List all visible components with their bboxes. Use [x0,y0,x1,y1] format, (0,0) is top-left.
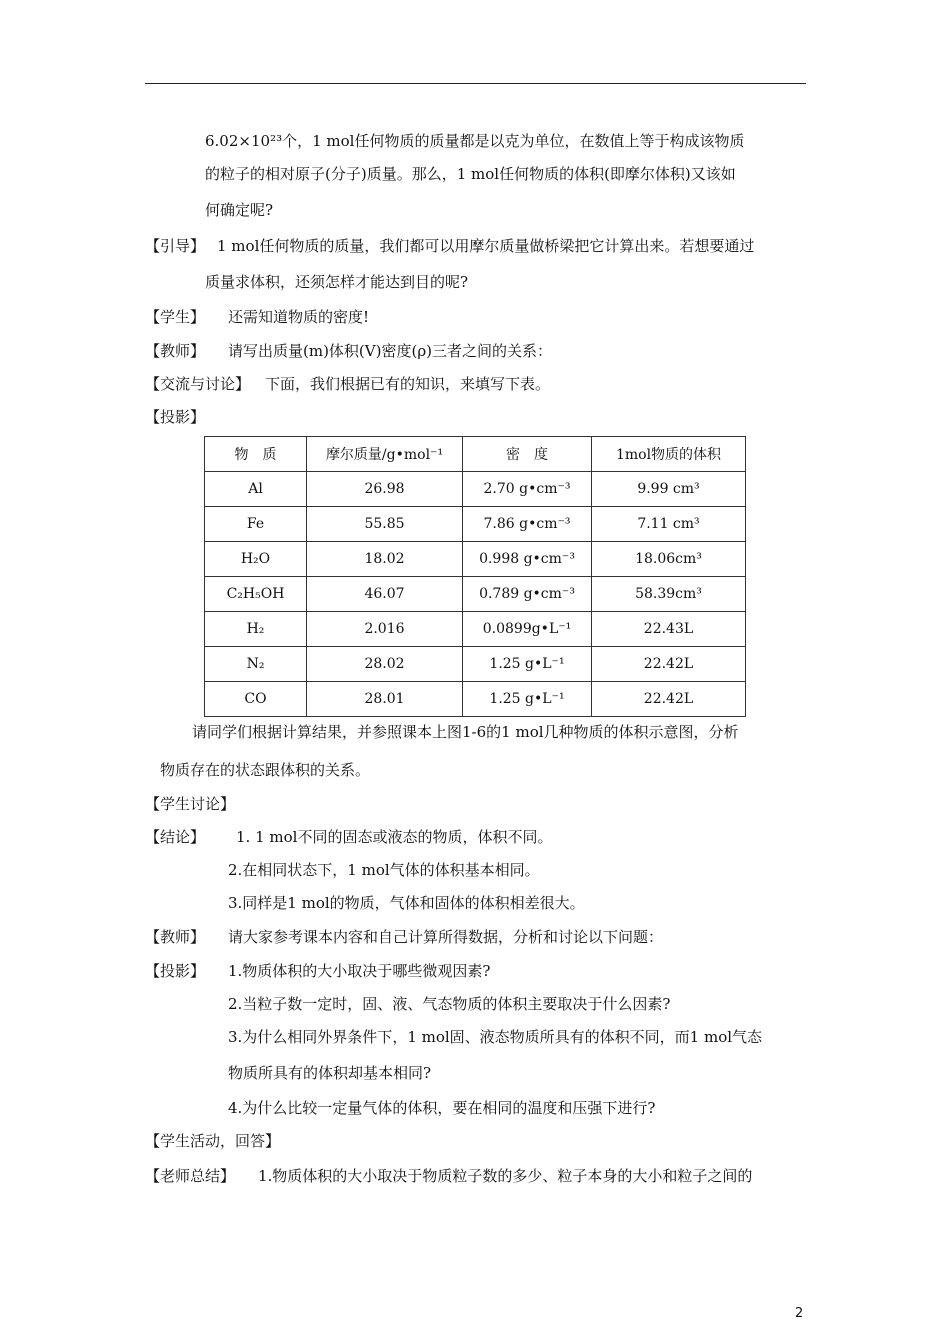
cell-substance: Al [205,472,307,507]
cell-molar-mass: 2.016 [307,612,463,647]
after-table-line-1: 请同学们根据计算结果，并参照课本上图1-6的1 mol几种物质的体积示意图，分析 [192,723,739,741]
conclusion-item-2: 2.在相同状态下，1 mol气体的体积基本相同。 [228,861,540,879]
cell-molar-mass: 28.01 [307,682,463,717]
cell-volume: 22.43L [592,612,746,647]
table-row [205,542,746,577]
cell-volume: 7.11 cm³ [592,507,746,542]
cell-density: 7.86 g•cm⁻³ [463,507,592,542]
header-molar-mass: 摩尔质量/g•mol⁻¹ [307,437,463,472]
teacher-summary-tag: 【老师总结】 [145,1167,236,1185]
student-discussion-tag: 【学生讨论】 [145,795,236,813]
cell-density: 0.998 g•cm⁻³ [463,542,592,577]
table-row [205,472,746,507]
after-table-line-2: 物质存在的状态跟体积的关系。 [160,761,371,779]
intro-line-2: 的粒子的相对原子(分子)质量。那么，1 mol任何物质的体积(即摩尔体积)又该如 [205,165,736,183]
cell-molar-mass: 28.02 [307,647,463,682]
cell-density: 0.0899g•L⁻¹ [463,612,592,647]
exchange-tag: 【交流与讨论】 [145,375,251,393]
header-density: 密 度 [463,437,592,472]
cell-substance: H₂O [205,542,307,577]
cell-density: 0.789 g•cm⁻³ [463,577,592,612]
cell-volume: 22.42L [592,647,746,682]
table-row [205,612,746,647]
question-1: 1.物质体积的大小取决于哪些微观因素? [228,962,491,980]
cell-molar-mass: 26.98 [307,472,463,507]
student-tag: 【学生】 [145,308,206,326]
cell-density: 2.70 g•cm⁻³ [463,472,592,507]
teacher-summary-text: 1.物质体积的大小取决于物质粒子数的多少、粒子本身的大小和粒子之间的 [258,1167,753,1185]
student-activity-tag: 【学生活动，回答】 [145,1132,281,1150]
teacher-text-2: 请大家参考课本内容和自己计算所得数据，分析和讨论以下问题： [228,928,664,946]
intro-line-3: 何确定呢? [205,201,274,219]
teacher-text: 请写出质量(m)体积(V)密度(ρ)三者之间的关系： [228,342,552,360]
cell-substance: Fe [205,507,307,542]
cell-molar-mass: 46.07 [307,577,463,612]
question-2: 2.当粒子数一定时，固、液、气态物质的体积主要取决于什么因素? [228,995,671,1013]
cell-volume: 22.42L [592,682,746,717]
teacher-tag-2: 【教师】 [145,928,206,946]
cell-volume: 18.06cm³ [592,542,746,577]
teacher-tag: 【教师】 [145,342,206,360]
cell-substance: CO [205,682,307,717]
guide-tag: 【引导】 [145,237,206,255]
header-substance: 物 质 [205,437,307,472]
cell-density: 1.25 g•L⁻¹ [463,647,592,682]
table-row [205,647,746,682]
conclusion-item-1: 1. 1 mol不同的固态或液态的物质，体积不同。 [236,828,553,846]
projection-tag-2: 【投影】 [145,962,206,980]
header-volume: 1mol物质的体积 [592,437,746,472]
cell-volume: 58.39cm³ [592,577,746,612]
header-rule [145,83,806,84]
guide-line-2: 质量求体积，还须怎样才能达到目的呢? [205,273,469,291]
cell-substance: N₂ [205,647,307,682]
conclusion-item-3: 3.同样是1 mol的物质，气体和固体的体积相差很大。 [228,894,585,912]
conclusion-tag: 【结论】 [145,828,206,846]
intro-line-1: 6.02×10²³个，1 mol任何物质的质量都是以克为单位，在数值上等于构成该物质 [205,132,745,150]
exchange-text: 下面，我们根据已有的知识，来填写下表。 [265,375,551,393]
table-row [205,577,746,612]
question-3-line-1: 3.为什么相同外界条件下，1 mol固、液态物质所具有的体积不同，而1 mol气态 [228,1028,763,1046]
table-row [205,507,746,542]
question-3-line-2: 物质所具有的体积却基本相同? [228,1064,432,1082]
table-row [205,682,746,717]
table-header-row [205,437,746,472]
properties-table [204,436,746,717]
cell-molar-mass: 55.85 [307,507,463,542]
guide-line-1: 1 mol任何物质的质量，我们都可以用摩尔质量做桥梁把它计算出来。若想要通过 [217,237,755,255]
cell-molar-mass: 18.02 [307,542,463,577]
cell-volume: 9.99 cm³ [592,472,746,507]
student-text: 还需知道物质的密度! [228,308,370,326]
cell-density: 1.25 g•L⁻¹ [463,682,592,717]
cell-substance: H₂ [205,612,307,647]
cell-substance: C₂H₅OH [205,577,307,612]
question-4: 4.为什么比较一定量气体的体积，要在相同的温度和压强下进行? [228,1099,656,1117]
projection-tag: 【投影】 [145,408,206,426]
page-number: 2 [795,1306,804,1321]
